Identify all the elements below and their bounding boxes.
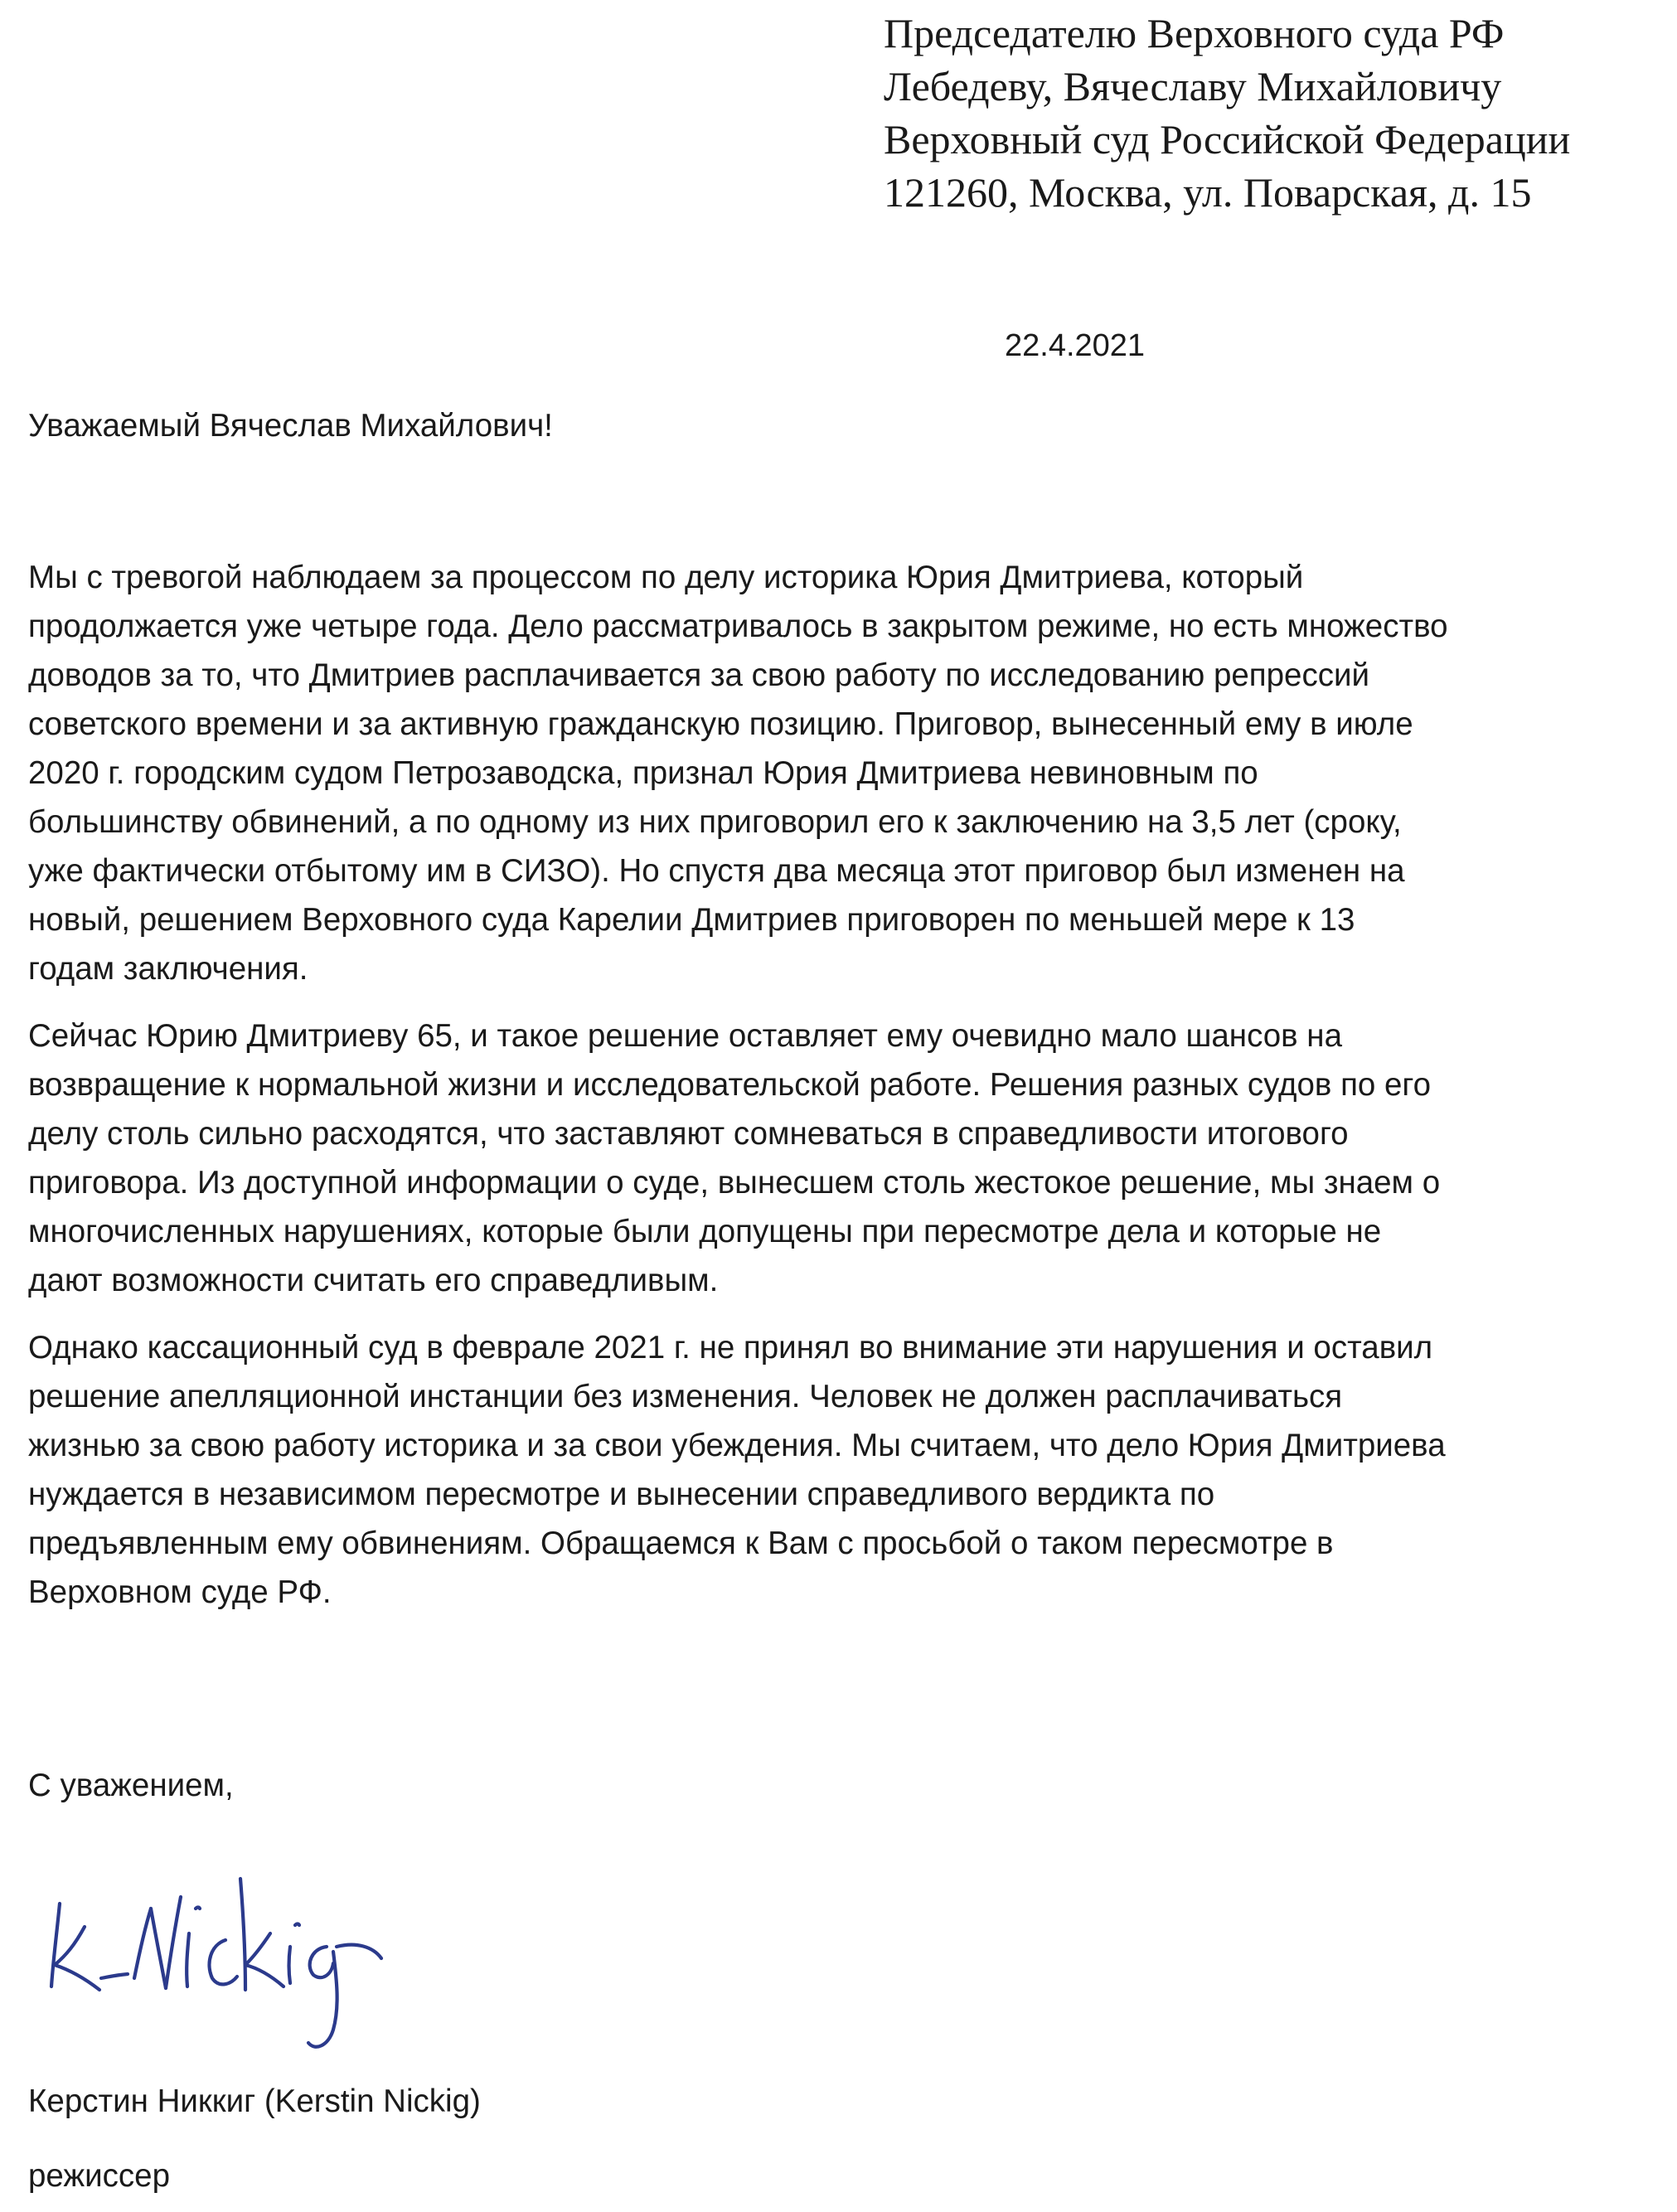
text-line: 2020 г. городским судом Петрозаводска, признал Юрия Дмитриева невиновным по [28,755,1258,791]
paragraph [28,1011,1636,1305]
paragraph [28,1323,1636,1617]
text-line: доводов за то, что Дмитриев расплачивается за свою работу по исследованию репрессий [28,657,1369,693]
signer-role: режиссер [28,2158,170,2194]
text-line: Сейчас Юрию Дмитриеву 65, и такое решение оставляет ему очевидно мало шансов на [28,1018,1342,1054]
handwritten-signature [41,1854,390,2061]
text-line: решение апелляционной инстанции без изменения. Человек не должен расплачиваться [28,1379,1343,1414]
text-line: возвращение к нормальной жизни и исследовательской работе. Решения разных судов по его [28,1067,1432,1103]
addressee-line: 121260, Москва, ул. Поварская, д. 15 [884,169,1532,216]
greeting: Уважаемый Вячеслав Михайлович! [28,408,553,444]
text-line: нуждается в независимом пересмотре и вынесении справедливого вердикта по [28,1477,1215,1512]
text-line: многочисленных нарушениях, которые были допущены при пересмотре дела и которые не [28,1214,1382,1249]
addressee-block [884,7,1663,219]
text-line: новый, решением Верховного суда Карелии Дмитриев приговорен по меньшей мере к 13 [28,902,1355,938]
text-line: Однако кассационный суд в феврале 2021 г. не принял во внимание эти нарушения и оставил [28,1330,1433,1366]
paragraph [28,553,1636,993]
text-line: уже фактически отбытому им в СИЗО). Но спустя два месяца этот приговор был изменен на [28,853,1405,889]
addressee-line: Верховный суд Российской Федерации [884,116,1571,163]
text-line: жизнью за свою работу историка и за свои убеждения. Мы считаем, что дело Юрия Дмитриева [28,1428,1446,1463]
signer-name: Керстин Никкиг (Kerstin Nickig) [28,2083,481,2119]
closing: С уважением, [28,1768,234,1803]
text-line: Верховном суде РФ. [28,1574,332,1610]
text-line: Мы с тревогой наблюдаем за процессом по делу историка Юрия Дмитриева, который [28,560,1304,595]
text-line: годам заключения. [28,951,308,987]
text-line: большинству обвинений, а по одному из них приговорил его к заключению на 3,5 лет (сроку, [28,804,1402,840]
text-line: приговора. Из доступной информации о суде, вынесшем столь жестокое решение, мы знаем о [28,1165,1441,1201]
text-line: продолжается уже четыре года. Дело рассматривалось в закрытом режиме, но есть множество [28,609,1448,644]
text-line: предъявленным ему обвинениям. Обращаемся к Вам с просьбой о таком пересмотре в [28,1526,1334,1561]
text-line: делу столь сильно расходятся, что заставляют сомневаться в справедливости итогового [28,1116,1349,1152]
addressee-line: Председателю Верховного суда РФ [884,10,1505,56]
text-line: советского времени и за активную гражданскую позицию. Приговор, вынесенный ему в июле [28,706,1413,742]
text-line: дают возможности считать его справедливым. [28,1263,719,1298]
letter-body [28,553,1636,1617]
addressee-line: Лебедеву, Вячеславу Михайловичу [884,63,1502,109]
letter-date: 22.4.2021 [1005,328,1146,363]
